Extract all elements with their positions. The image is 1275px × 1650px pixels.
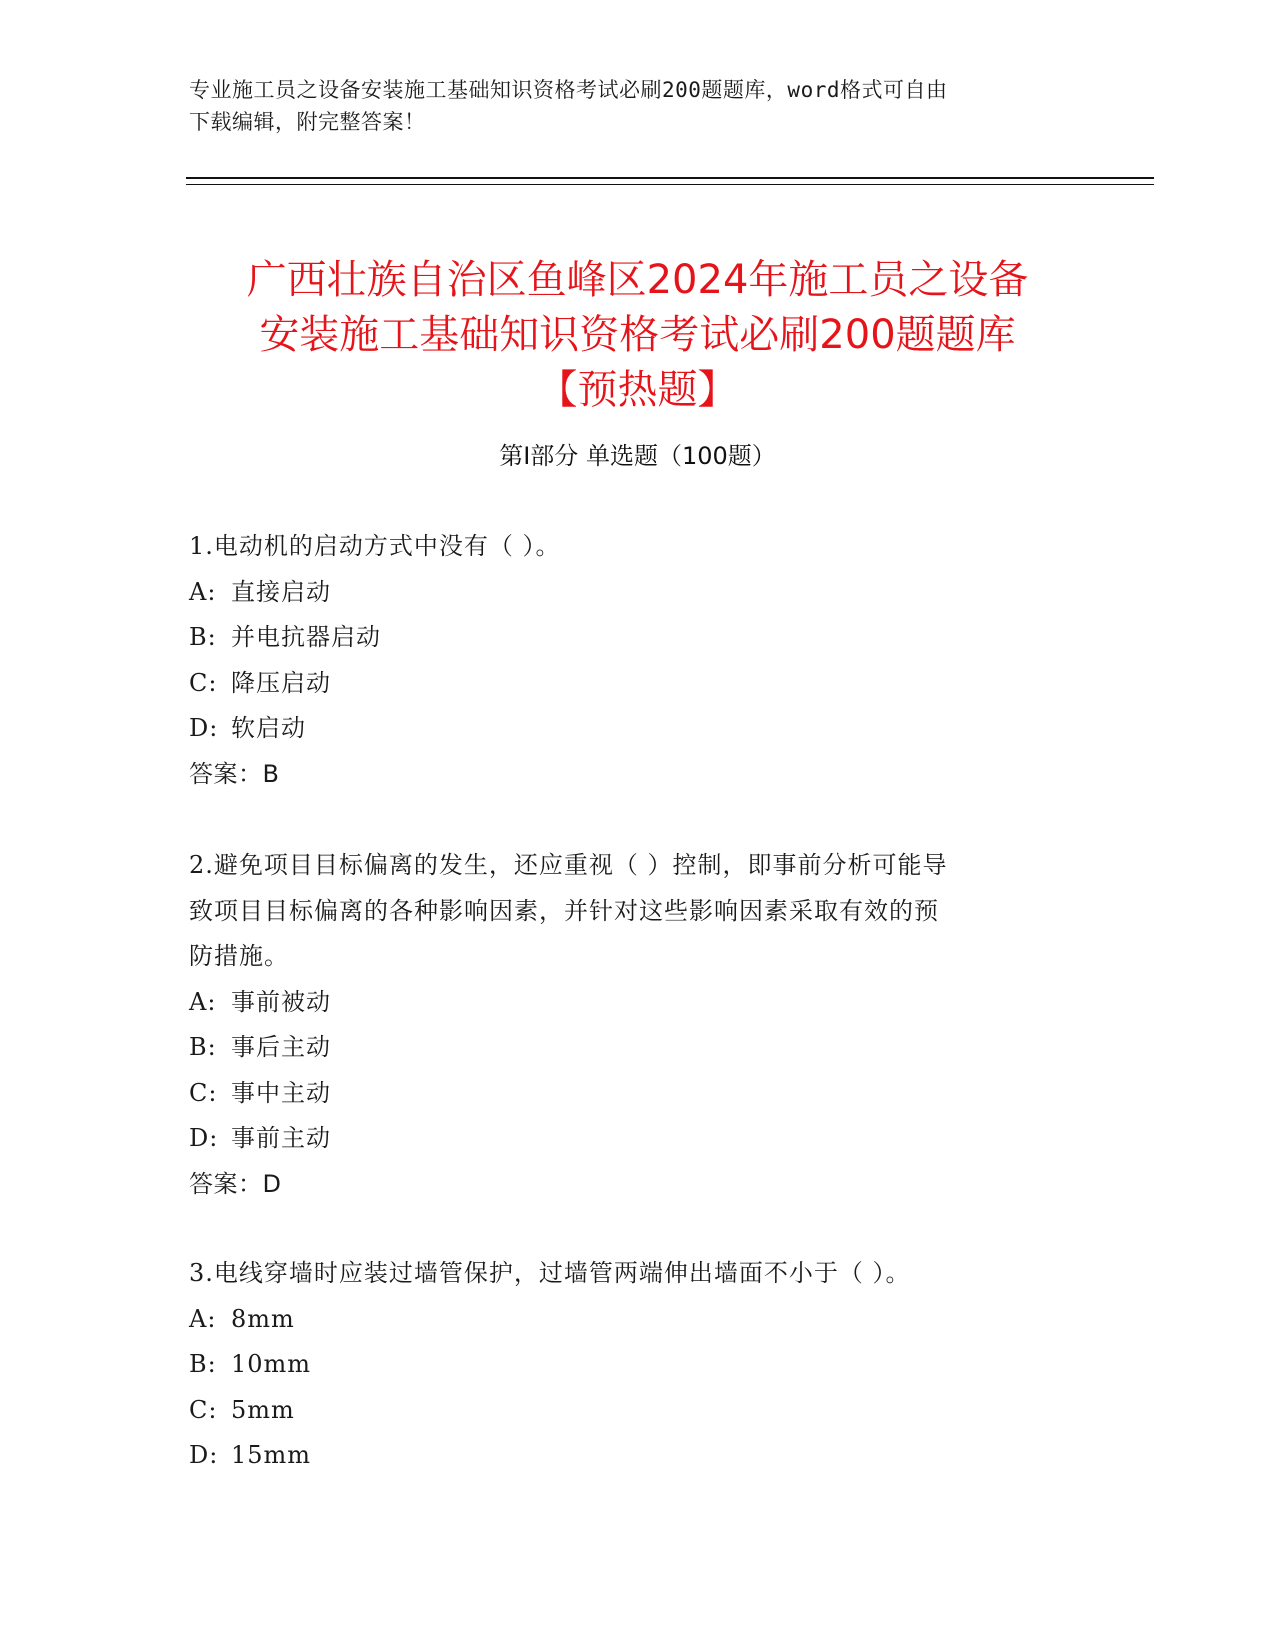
title-line-1: 广西壮族自治区鱼峰区2024年施工员之设备 xyxy=(246,256,1029,303)
question-3 xyxy=(189,1251,1089,1479)
option-key: B: xyxy=(189,1033,217,1061)
option-c xyxy=(189,1071,1089,1117)
header-divider-thick xyxy=(186,177,1154,179)
option-text: 10mm xyxy=(231,1350,312,1378)
option-text: 15mm xyxy=(231,1441,312,1469)
option-b xyxy=(189,615,1089,661)
question-stem: 3.电线穿墙时应装过墙管保护，过墙管两端伸出墙面不小于（ ）。 xyxy=(189,1259,911,1287)
title-line-3: 【预热题】 xyxy=(537,366,738,413)
header-note xyxy=(189,74,1089,138)
option-b xyxy=(189,1342,1089,1388)
option-key: B: xyxy=(189,1350,217,1378)
document-title xyxy=(150,253,1125,418)
option-text: 事前被动 xyxy=(231,987,331,1016)
option-key: D: xyxy=(189,1124,219,1152)
option-b xyxy=(189,1025,1089,1071)
option-a xyxy=(189,570,1089,616)
option-text: 软启动 xyxy=(231,714,306,742)
option-key: A: xyxy=(189,987,217,1016)
answer: 答案：B xyxy=(189,759,280,788)
option-text: 事前主动 xyxy=(231,1124,331,1152)
option-key: C: xyxy=(189,668,218,697)
question-1 xyxy=(189,524,1089,797)
option-d xyxy=(189,1116,1089,1162)
option-text: 并电抗器启动 xyxy=(231,623,381,651)
option-text: 事后主动 xyxy=(231,1033,331,1061)
option-c xyxy=(189,661,1089,707)
option-d xyxy=(189,1433,1089,1479)
question-2 xyxy=(189,843,1089,1207)
option-key: D: xyxy=(189,1441,219,1469)
option-key: B: xyxy=(189,623,217,651)
option-a xyxy=(189,980,1089,1026)
option-key: A: xyxy=(189,577,217,606)
option-key: C: xyxy=(189,1078,218,1107)
answer: 答案：D xyxy=(189,1169,282,1198)
option-key: D: xyxy=(189,714,219,742)
option-text: 直接启动 xyxy=(231,577,331,606)
header-note-line-1: 专业施工员之设备安装施工基础知识资格考试必刷200题题库，word格式可自由 xyxy=(189,78,948,102)
header-note-line-2: 下载编辑，附完整答案！ xyxy=(189,110,426,134)
option-key: A: xyxy=(189,1304,217,1333)
question-stem: 1.电动机的启动方式中没有（ ）。 xyxy=(189,532,561,560)
option-text: 5mm xyxy=(231,1395,295,1424)
question-stem-line-2: 致项目目标偏离的各种影响因素，并针对这些影响因素采取有效的预 xyxy=(189,896,939,925)
question-stem-line-1: 2.避免项目目标偏离的发生，还应重视（ ）控制，即事前分析可能导 xyxy=(189,851,948,879)
option-c xyxy=(189,1388,1089,1434)
option-text: 降压启动 xyxy=(231,668,331,697)
option-a xyxy=(189,1297,1089,1343)
option-text: 事中主动 xyxy=(231,1078,331,1107)
section-title: 第Ⅰ部分 单选题（100题） xyxy=(499,442,776,470)
question-stem-line-3: 防措施。 xyxy=(189,942,289,970)
option-d xyxy=(189,706,1089,752)
header-divider-thin xyxy=(186,184,1154,185)
title-line-2: 安装施工基础知识资格考试必刷200题题库 xyxy=(259,311,1016,358)
option-key: C: xyxy=(189,1395,218,1424)
option-text: 8mm xyxy=(231,1304,295,1333)
